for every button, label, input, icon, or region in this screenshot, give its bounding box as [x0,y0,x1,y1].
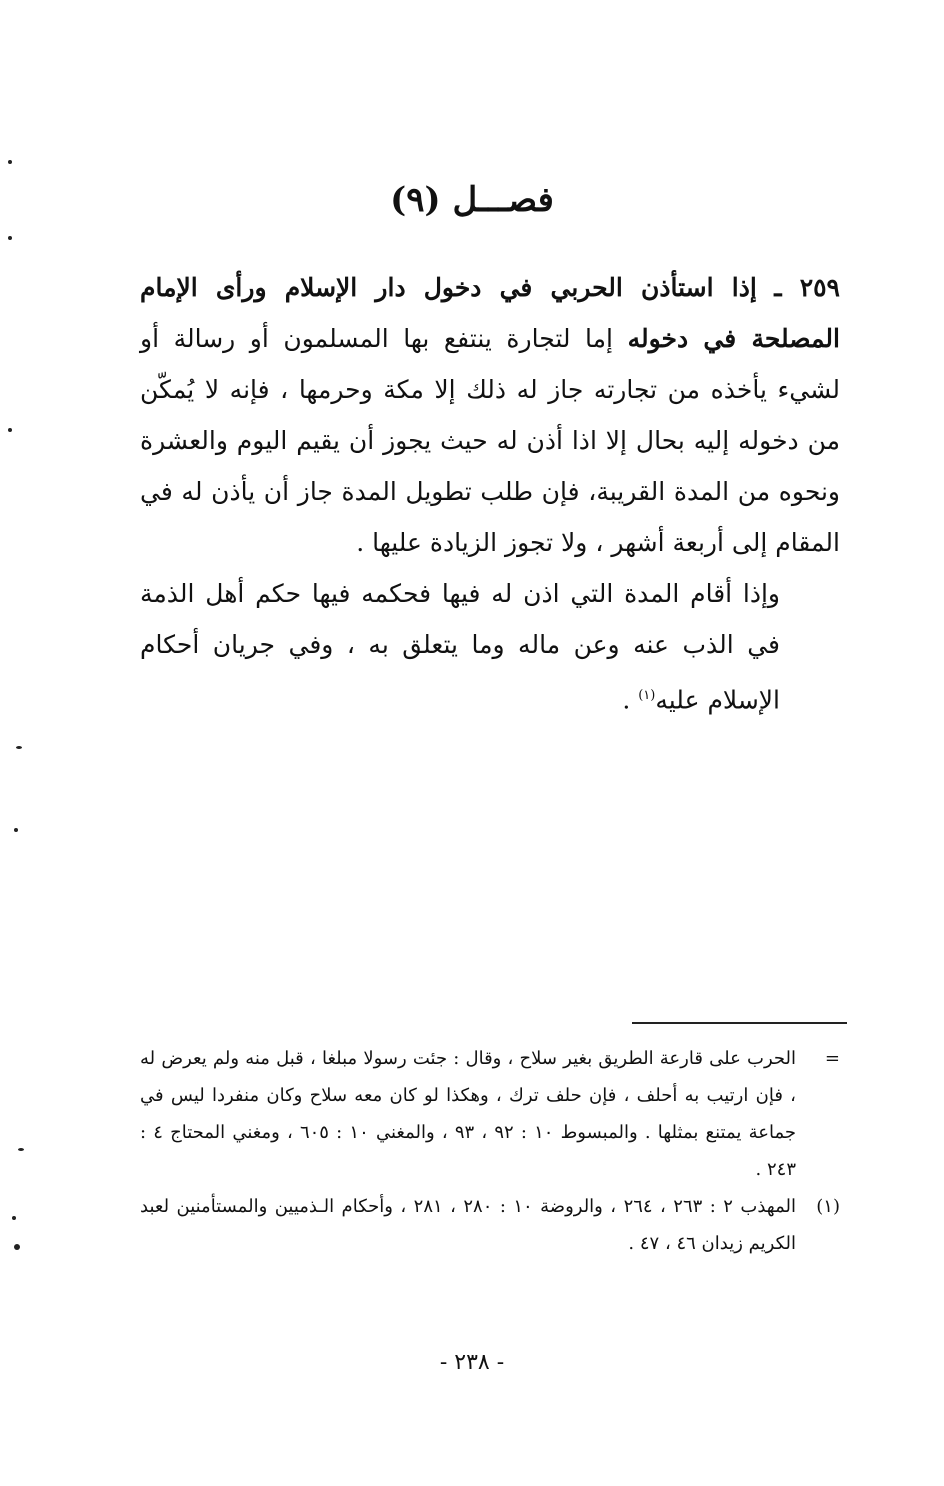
continuation-text: وإذا أقام المدة التي اذن له فيها فحكمه فيها حكم أهل الذمة في الذب عنه وعن ماله وما يتعلق به ، وفي جريان أحكام الإسلام عليه [140,579,780,715]
scan-speck [14,828,18,832]
footnote-text: الحرب على قارعة الطريق بغير سلاح ، وقال : جئت رسولا مبلغا ، قبل منه ولم يعرض له ، فإن ارتيب به أحلف ، فإن حلف ترك ، وهكذا لو كان معه سلاح وكان منفردا ليس في جماعة يمتنع بمثلها . والمبسوط ١٠ : ٩٢ ، ٩٣ ، والمغني ١٠ : ٦٠٥ ، ومغني المحتاج ٤ : ٢٤٣ . [140,1048,796,1180]
scan-speck [8,428,12,432]
paragraph-259 [140,262,840,568]
footnote-reference: (١) [638,688,656,703]
scan-speck [18,1148,24,1151]
footnote-1 [140,1188,840,1262]
scan-speck [8,236,12,240]
scan-speck [16,746,22,749]
continuation-end: . [622,685,639,715]
scan-speck [8,160,12,164]
footnote-marker: = [824,1048,840,1069]
paragraph-lead: إذا استأذن الحربي في دخول دار الإسلام ورأى الإمام المصلحة في دخوله [140,273,840,353]
paragraph-continuation [140,568,840,725]
scan-speck [14,1244,20,1250]
paragraph-body: إما لتجارة ينتفع بها المسلمون أو رسالة أو لشيء يأخذه من تجارته جاز له ذلك إلا مكة وحرمها ، فإنه لا يُمكّن من دخوله إليه بحال إلا اذا أذن له حيث يجوز أن يقيم اليوم والعشرة ونحوه من المدة القريبة، فإن طلب تطويل المدة جاز أن يأذن له في المقام إلى أربعة أشهر ، ولا تجوز الزيادة عليها . [140,324,840,557]
footnote-divider [632,1022,847,1024]
footnotes [140,1040,840,1262]
paragraph-number: ٢٥٩ ـ [774,273,840,302]
scan-speck [12,1216,16,1220]
footnote-continued [140,1040,840,1188]
section-title: فصـــل (٩) [390,180,554,220]
footnote-text: المهذب ٢ : ٢٦٣ ، ٢٦٤ ، والروضة ١٠ : ٢٨٠ ، ٢٨١ ، وأحكام الـذميين والمستأمنين لعبد الكريم زيدان ٤٦ ، ٤٧ . [140,1196,796,1254]
footnote-marker: (١) [816,1196,840,1217]
main-text [140,262,840,725]
page-number: - ٢٣٨ - [439,1350,505,1375]
